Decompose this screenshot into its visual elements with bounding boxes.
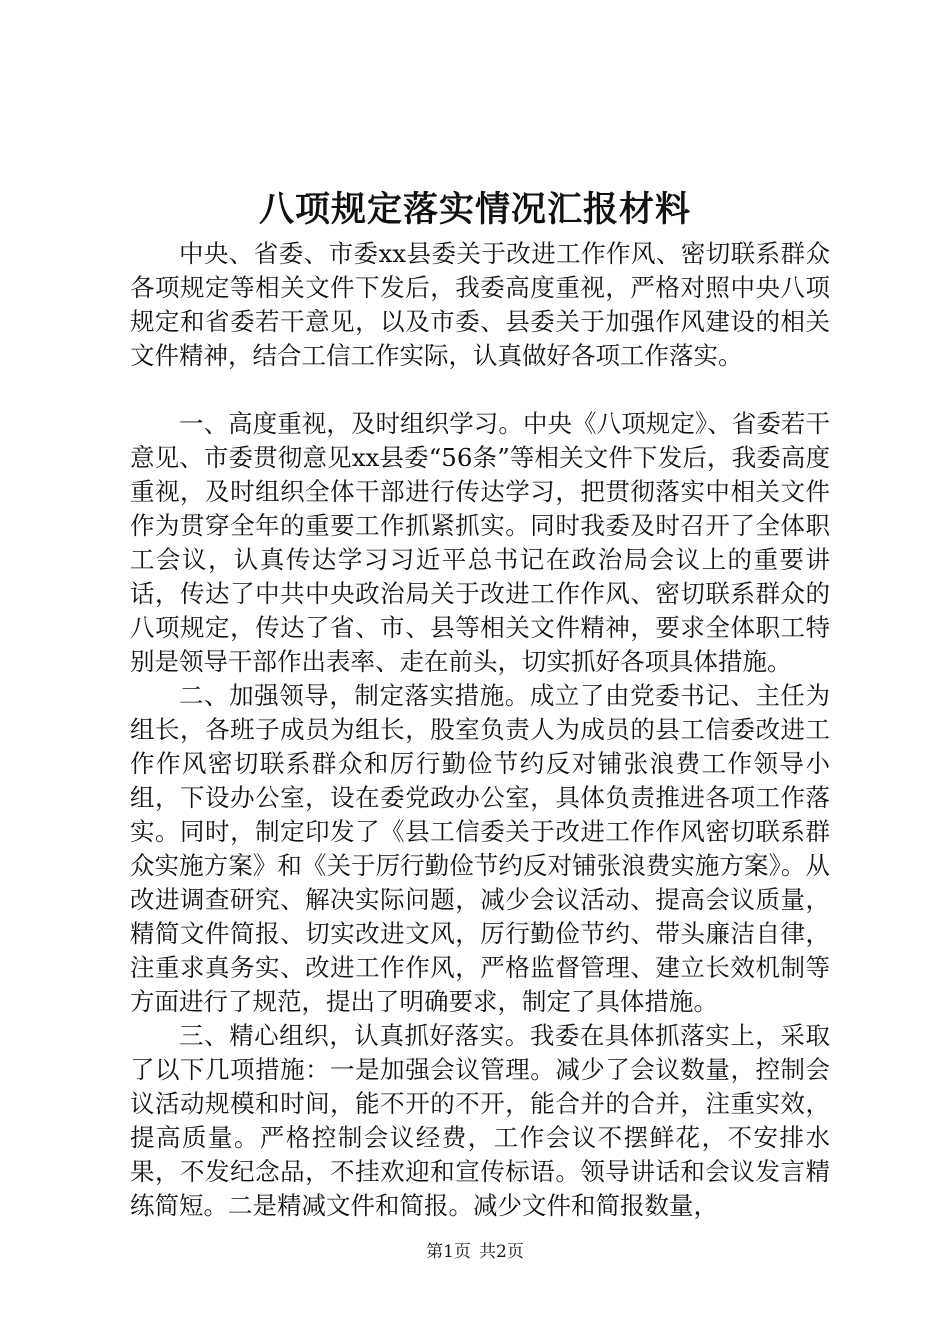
section-2-paragraph: 二、加强领导，制定落实措施。成立了由党委书记、主任为组长，各班子成员为组长，股室负责人为成员的县工信委改进工作作风密切联系群众和厉行勤俭节约反对铺张浪费工作领导小组，下设办公室，设在委党政办公室，具体负责推进各项工作落实。同时，制定印发了《县工信委关于改进工作作风密切联系群众实施方案》和《关于厉行勤俭节约反对铺张浪费实施方案》。从改进调查研究、解决实际问题，减少会议活动、提高会议质量，精简文件简报、切实改进文风，厉行勤俭节约、带头廉洁自律，注重求真务实、改进工作作风，严格监督管理、建立长效机制等方面进行了规范，提出了明确要求，制定了具体措施。 <box>130 681 830 1016</box>
section-1-paragraph: 一、高度重视，及时组织学习。中央《八项规定》、省委若干意见、市委贯彻意见xx县委“56条”等相关文件下发后，我委高度重视，及时组织全体干部进行传达学习，把贯彻落实中相关文件作为贯穿全年的重要工作抓紧抓实。同时我委及时召开了全体职工会议，认真传达学习习近平总书记在政治局会议上的重要讲话，传达了中共中央政治局关于改进工作作风、密切联系群众的八项规定，传达了省、市、县等相关文件精神，要求全体职工特别是领导干部作出表率、走在前头，切实抓好各项具体措施。 <box>130 409 830 676</box>
section-3-paragraph: 三、精心组织，认真抓好落实。我委在具体抓落实上，采取了以下几项措施：一是加强会议管理。减少了会议数量，控制会议活动规模和时间，能不开的不开，能合并的合并，注重实效，提高质量。严格控制会议经费，工作会议不摆鲜花，不安排水果，不发纪念品，不挂欢迎和宣传标语。领导讲话和会议发言精练简短。二是精减文件和简报。减少文件和简报数量， <box>130 1021 830 1220</box>
document-body <box>130 237 830 1223</box>
document-title: 八项规定落实情况汇报材料 <box>258 189 691 230</box>
intro-paragraph: 中央、省委、市委xx县委关于改进工作作风、密切联系群众各项规定等相关文件下发后，我委高度重视，严格对照中央八项规定和省委若干意见，以及市委、县委关于加强作风建设的相关文件精神，结合工信工作实际，认真做好各项工作落实。 <box>130 239 830 370</box>
page-total: 共2页 <box>479 1242 524 1262</box>
page-number: 第1页 <box>426 1242 471 1262</box>
page-footer <box>0 1240 950 1264</box>
